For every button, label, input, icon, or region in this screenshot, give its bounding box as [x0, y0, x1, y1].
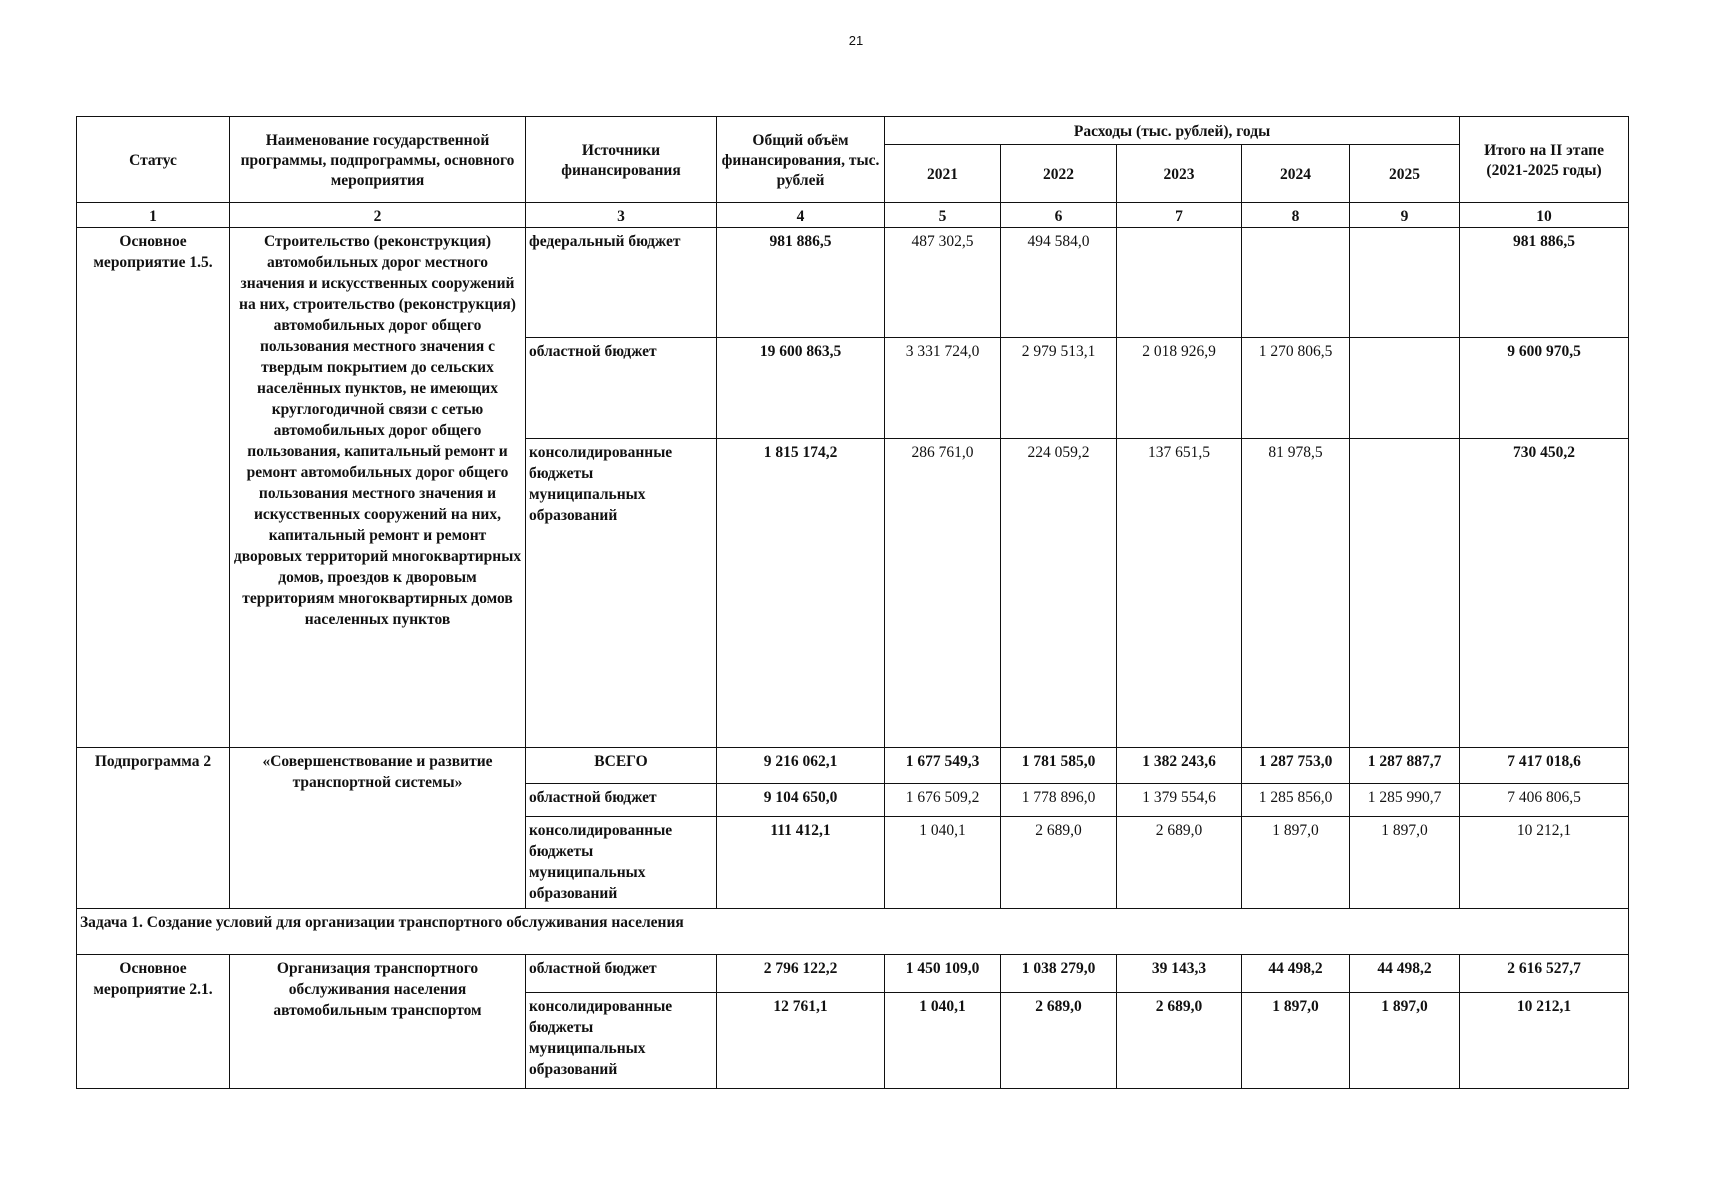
row-source: областной бюджет	[526, 955, 717, 993]
row-stage-total: 2 616 527,7	[1460, 955, 1629, 993]
row-y2022: 2 689,0	[1001, 993, 1117, 1089]
header-total: Общий объём финансирования, тыс. рублей	[717, 117, 885, 203]
column-number: 3	[526, 203, 717, 228]
header-year: 2022	[1001, 145, 1117, 203]
row-y2024: 1 285 856,0	[1242, 784, 1350, 817]
page-number: 21	[848, 33, 864, 48]
row-y2021: 1 040,1	[885, 817, 1001, 909]
row-y2025	[1350, 338, 1460, 439]
row-source: областной бюджет	[526, 784, 717, 817]
row-source: областной бюджет	[526, 338, 717, 439]
row-y2024: 81 978,5	[1242, 439, 1350, 748]
task-row	[77, 909, 1629, 955]
row-source: консолидированные бюджеты муниципальных образований	[526, 439, 717, 748]
column-number: 1	[77, 203, 230, 228]
header-year: 2024	[1242, 145, 1350, 203]
row-name: Организация транспортного обслуживания населения автомобильным транспортом	[230, 955, 526, 1089]
header-sources: Источники финансирования	[526, 117, 717, 203]
row-y2021: 3 331 724,0	[885, 338, 1001, 439]
row-y2023: 1 382 243,6	[1117, 748, 1242, 784]
row-y2022: 224 059,2	[1001, 439, 1117, 748]
header-year: 2023	[1117, 145, 1242, 203]
row-y2021: 286 761,0	[885, 439, 1001, 748]
row-status: Основное мероприятие 2.1.	[77, 955, 230, 1089]
row-y2023: 2 689,0	[1117, 993, 1242, 1089]
column-number: 4	[717, 203, 885, 228]
row-stage-total: 10 212,1	[1460, 993, 1629, 1089]
row-source: консолидированные бюджеты муниципальных образований	[526, 817, 717, 909]
row-y2025: 44 498,2	[1350, 955, 1460, 993]
row-y2022: 1 781 585,0	[1001, 748, 1117, 784]
column-numbers-row	[77, 203, 1629, 228]
row-y2021: 1 040,1	[885, 993, 1001, 1089]
row-total: 19 600 863,5	[717, 338, 885, 439]
row-y2025: 1 897,0	[1350, 817, 1460, 909]
row-y2025	[1350, 228, 1460, 338]
row-y2023: 2 689,0	[1117, 817, 1242, 909]
column-number: 6	[1001, 203, 1117, 228]
row-total: 1 815 174,2	[717, 439, 885, 748]
column-number: 5	[885, 203, 1001, 228]
row-stage-total: 10 212,1	[1460, 817, 1629, 909]
row-total: 9 104 650,0	[717, 784, 885, 817]
header-status: Статус	[77, 117, 230, 203]
row-total: 12 761,1	[717, 993, 885, 1089]
row-y2021: 1 450 109,0	[885, 955, 1001, 993]
row-y2022: 2 979 513,1	[1001, 338, 1117, 439]
row-y2024: 1 897,0	[1242, 993, 1350, 1089]
row-y2022: 1 038 279,0	[1001, 955, 1117, 993]
row-stage-total: 7 406 806,5	[1460, 784, 1629, 817]
row-y2023: 1 379 554,6	[1117, 784, 1242, 817]
header-year: 2025	[1350, 145, 1460, 203]
row-y2024: 44 498,2	[1242, 955, 1350, 993]
row-total: 2 796 122,2	[717, 955, 885, 993]
header-name: Наименование государственной программы, подпрограммы, основного мероприятия	[230, 117, 526, 203]
row-y2022: 1 778 896,0	[1001, 784, 1117, 817]
header-row-1	[77, 117, 1629, 145]
row-y2025	[1350, 439, 1460, 748]
table-row	[77, 748, 1629, 784]
row-y2024	[1242, 228, 1350, 338]
row-status: Подпрограмма 2	[77, 748, 230, 909]
table-row	[77, 955, 1629, 993]
row-name: «Совершенствование и развитие транспортной системы»	[230, 748, 526, 909]
row-y2021: 1 676 509,2	[885, 784, 1001, 817]
row-y2022: 2 689,0	[1001, 817, 1117, 909]
column-number: 7	[1117, 203, 1242, 228]
row-y2025: 1 287 887,7	[1350, 748, 1460, 784]
row-source: ВСЕГО	[526, 748, 717, 784]
row-source: федеральный бюджет	[526, 228, 717, 338]
row-y2022: 494 584,0	[1001, 228, 1117, 338]
row-status: Основное мероприятие 1.5.	[77, 228, 230, 748]
row-y2023: 137 651,5	[1117, 439, 1242, 748]
row-y2023: 39 143,3	[1117, 955, 1242, 993]
row-y2021: 1 677 549,3	[885, 748, 1001, 784]
row-total: 981 886,5	[717, 228, 885, 338]
column-number: 2	[230, 203, 526, 228]
row-y2021: 487 302,5	[885, 228, 1001, 338]
task-title: Задача 1. Создание условий для организации транспортного обслуживания населения	[77, 909, 1629, 955]
row-y2025: 1 897,0	[1350, 993, 1460, 1089]
budget-table	[76, 116, 1629, 1089]
row-stage-total: 730 450,2	[1460, 439, 1629, 748]
row-y2023	[1117, 228, 1242, 338]
row-name: Строительство (реконструкция) автомобильных дорог местного значения и искусственных сооружений на них, строительство (реконструкция) автомобильных дорог общего пользования местного значения с твердым покрытием до сельских населённых пунктов, не имеющих круглогодичной связи с сетью автомобильных дорог общего пользования, капитальный ремонт и ремонт автомобильных дорог общего пользования местного значения и искусственных сооружений на них, капитальный ремонт и ремонт дворовых территорий многоквартирных домов, проездов к дворовым территориям многоквартирных домов населенных пунктов	[230, 228, 526, 748]
header-stage-total: Итого на II этапе (2021-2025 годы)	[1460, 117, 1629, 203]
row-total: 111 412,1	[717, 817, 885, 909]
header-expenses: Расходы (тыс. рублей), годы	[885, 117, 1460, 145]
row-y2024: 1 897,0	[1242, 817, 1350, 909]
column-number: 8	[1242, 203, 1350, 228]
row-y2023: 2 018 926,9	[1117, 338, 1242, 439]
row-source: консолидированные бюджеты муниципальных образований	[526, 993, 717, 1089]
row-stage-total: 7 417 018,6	[1460, 748, 1629, 784]
table-row	[77, 228, 1629, 338]
row-stage-total: 981 886,5	[1460, 228, 1629, 338]
header-year: 2021	[885, 145, 1001, 203]
row-total: 9 216 062,1	[717, 748, 885, 784]
row-y2024: 1 270 806,5	[1242, 338, 1350, 439]
column-number: 10	[1460, 203, 1629, 228]
row-y2024: 1 287 753,0	[1242, 748, 1350, 784]
row-stage-total: 9 600 970,5	[1460, 338, 1629, 439]
row-y2025: 1 285 990,7	[1350, 784, 1460, 817]
column-number: 9	[1350, 203, 1460, 228]
